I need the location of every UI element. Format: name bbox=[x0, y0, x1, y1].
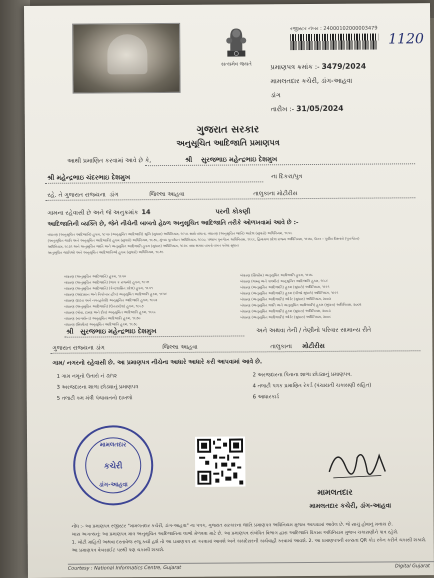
document-item: 3 અરજદારના શાળા છોડ્યાનું પ્રમાણપત્ર bbox=[56, 384, 139, 391]
legal-line: (અનુસૂચિત જાતિ અને અનુસૂચિત આદિજાતિ) હુકમ (સુધારો) અધિનિયમ, ૧૯૭૬, મુંબઇ પુનર્ગઠન અધિનિયમ, ૧૯૬૦, પંજાબ પુનર્ગઠન અધિનિયમ, ૧૯૬૬, હિમાચલ પ્રદેશ રાજ્ય અધિનિયમ, ૧૯૭૦, ઉત્તર - પૂર્વીય વિસ્તારો (પુનર્ગઠન) bbox=[47, 236, 360, 243]
order-item: બંધારણ (અનુસૂચિત આદિજાતિ) (કેન્દ્રશાસિત પ્રદેશ) હુકમ, ૧૯૫૧ bbox=[63, 286, 153, 291]
date-label: તારીખ :- bbox=[270, 105, 295, 114]
cert-date: 31/05/2024 bbox=[296, 103, 344, 114]
stamp-middle: કચેરી bbox=[103, 461, 123, 471]
note-line: આ પ્રમાણપત્ર વેબસાઈટ પરથી પણ ચકાસી શકાશે. bbox=[71, 548, 165, 554]
order-item: બંધારણ (અનુસૂચિત આદિજાતિ) હુકમ (બીજો સુધારો) અધિનિયમ, ૧૯૯૧ bbox=[239, 290, 339, 296]
orders-list-left bbox=[64, 273, 168, 328]
order-item: બંધારણ (જમ્મુ અને કાશ્મીર) અનુસૂચિત આદિજાતિ હુકમ, ૧૯૮૯ bbox=[239, 278, 329, 284]
cert-intro: આથી પ્રમાણિત કરવામાં આવે છે કે, bbox=[67, 157, 152, 165]
residence-state: ગુજરાત રાજ્યના ડાંગ bbox=[52, 344, 105, 352]
order-item: બંધારણ (અનુસૂચિત જાતિ અને અનુસૂચિત આદિજાતિ) હુકમ (સુધારા) અધિનિયમ, ૨૦૦૨ bbox=[240, 302, 362, 308]
list-label: ગામના રહેવાસી છે અને જે અનુક્રમાંક bbox=[47, 209, 139, 217]
documents-list-left bbox=[57, 371, 139, 405]
certificate-title: અનુસૂચિત આદિજાતિ પ્રમાણપત્ર bbox=[176, 138, 280, 148]
village-text: ગામ/ નગરનો રહેવાસી છે. આ પ્રમાણપત્ર નીચેના આધારે આધારે કરી આપવામાં આવે છે. bbox=[52, 358, 263, 367]
footer-brand: Digital Gujarat bbox=[395, 564, 430, 570]
stamp-bottom: ડાંગ-આહવા bbox=[98, 481, 128, 489]
legal-line: અધિનિયમ, ૧૯૭૧ અને અનુસૂચિત જાતિ અને અનુસૂચિત આદિજાતિ હુકમ (સુધારા) અધિનિયમ, ૧૯૭૬ તથા સમય વખતો વખત કરેલા સુધારા bbox=[47, 243, 239, 249]
list-number: 14 bbox=[141, 208, 151, 217]
residence-taluka-label: તાલુકાના bbox=[270, 343, 293, 351]
parent-name: શ્રી મહેન્દ્રભાઇ ચંદરભાઇ દેશમુખ bbox=[47, 173, 131, 182]
order-item: બંધારણ (ગોવા, દમણ અને દીવ) અનુસૂચિત આદિજાતિ હુકમ, ૧૯૬૮ bbox=[64, 310, 156, 315]
note-line: નોંધ :- આ પ્રમાણપત્ર રજીસ્ટર "મામલતદાર કચેરી, ડાંગ-આહવા" ના પત્રક, ગુજરાત સરકારના જાતિ પ્રમાણપત્ર અધિનિયમ મુજબ આપવામાં આવેલ છે. જે સાચું હોવાનું મનાય છે. bbox=[71, 522, 393, 530]
document-item: 5 તલાટી કમ મંત્રી પંચાયતનો દાખલો bbox=[56, 395, 133, 402]
document-item: 1 ગામ નમૂનો ઉતારો નં ૭/૧૨ bbox=[56, 373, 117, 380]
district-label: ડાંગ bbox=[109, 191, 119, 199]
document-item: 6 આધારકાર્ડ bbox=[252, 394, 280, 401]
page-title: ગુજરાત સરકાર bbox=[196, 124, 260, 136]
residence-district: જિલ્લા આહવા bbox=[162, 343, 198, 352]
handwritten-number: 1120 bbox=[388, 31, 424, 48]
residence-name: સુરજભાઇ મહેન્દ્રભાઇ દેશમુખ bbox=[80, 327, 157, 336]
residence-suffix: અને અથવા તેની / તેણીનો પરિવાર સામાન્ય રીતે bbox=[256, 326, 372, 335]
residence-state-underline bbox=[50, 350, 420, 354]
legal-text bbox=[48, 229, 418, 256]
legal-line: બંધારણ (અનુસૂચિત આદિજાતિ) હુકમ, ૧૯૫૦ (અનુસૂચિત આદિજાતિ) સૂચિ (સુધારા) અધિનિયમ, ૧૯૫૬ સાથે વાંચતા, બંધારણ (અનુસૂચિત જાતિ) આદેશ (સુધારો) અધિનિયમ, ૧૯૫૬ bbox=[47, 231, 293, 237]
cert-no: 3479/2024 bbox=[321, 61, 367, 71]
certificate-meta bbox=[270, 60, 366, 117]
qr-code bbox=[195, 436, 245, 486]
order-item: બંધારણ (અનુસૂચિત આદિજાતિ) ઓર્ડર (સુધારા) અધિનિયમ, ૨૦૦૨ bbox=[240, 296, 331, 302]
note-line: ખાસ અગત્યનું: આ પ્રમાણપત્ર માત્ર અનુસૂચિત આદિજાતિના લાભો મેળવવા માટે છે. આ પ્રમાણપત્ર સંબંધિત વિભાગ દ્વારા આદિજાતિ વિકાસ અધિનિયમ મુજબ ચકાસણીને પાત્ર રહેશે. bbox=[71, 530, 399, 538]
barcode bbox=[290, 34, 378, 51]
residence-name-underline bbox=[64, 335, 244, 337]
parent-underline bbox=[45, 181, 263, 184]
document-item: 2 અરજદારના પિતાના શાળા છોડ્યાનું પ્રમાણપત્ર. bbox=[252, 371, 352, 379]
tribe-text: આદિજાતિની વ્યક્તિ છે, જેને નીચેની બાબતો હેઠળ અનુસૂચિત આદિજાતિ તરીકે ઓળખવામાં આવે છે :- bbox=[47, 219, 299, 228]
applicant-photo bbox=[72, 23, 180, 94]
relation: ના દિકરા/પુત્ર bbox=[271, 173, 303, 181]
order-item: બંધારણ (અનુસૂચિત આદિજાતિ) હુકમ (સુધારા) અધિનિયમ, ૨૦૦૩ bbox=[240, 308, 331, 314]
taluka-field: તાલુકાના મોટીરીસ bbox=[253, 190, 298, 198]
office-name: મામલતદાર કચેરી, ડાંગ-આહવા bbox=[270, 76, 353, 86]
applicant-prefix: શ્રી bbox=[185, 155, 193, 164]
stamp-top: મામલતદાર bbox=[99, 441, 127, 449]
order-item: બંધારણ (દાદરા અને નગરહવેલી) અનુસૂચિત આદિજાતિ હુકમ, ૧૯૬૨ bbox=[64, 298, 158, 303]
residence-label: રહે. તે ગુજરાત રાજ્યના bbox=[47, 191, 106, 199]
signatory-title: મામલતદાર bbox=[317, 487, 353, 497]
order-item: બંધારણ (આંદામાન અને નિકોબાર દ્વીપ) અનુસૂચિત આદિજાતિ હુકમ, ૧૯૫૯ bbox=[64, 292, 168, 297]
order-item: બંધારણ (નાગાલેન્ડ) અનુસૂચિત આદિજાતિ હુકમ, ૧૯૭૦ bbox=[64, 316, 141, 321]
order-item: બંધારણ (સિક્કીમ) અનુસૂચિત આદિજાતિ હુકમ, ૧૯૭૮ bbox=[64, 322, 138, 327]
order-item: બંધારણ (સિક્કીમ) અનુસૂચિત આદિજાતિ હુકમ, ૧૯૭૮ bbox=[239, 272, 314, 278]
signatory-office: મામલતદાર કચેરી, ડાંગ-આહવા bbox=[309, 501, 392, 511]
district-name: ડાંગ bbox=[270, 91, 281, 100]
certificate-document bbox=[24, 3, 434, 578]
order-item: બંધારણ (અનુસૂચિત આદિજાતિ) હુકમ, ૧૯૫૦ bbox=[63, 274, 127, 279]
office-stamp bbox=[73, 425, 154, 506]
residence-prefix: શ્રી bbox=[66, 327, 74, 336]
order-item: બંધારણ (અનુસૂચિત આદિજાતિ) હુકમ (સુધારો) અધિનિયમ, ૧૯૯૧ bbox=[239, 284, 330, 290]
emblem-caption: સત્યમેવ જયતે bbox=[221, 61, 252, 68]
signature bbox=[323, 441, 393, 489]
ashoka-emblem bbox=[216, 22, 256, 72]
documents-list-right bbox=[253, 370, 372, 404]
residence-taluka: મોટીરીસ bbox=[302, 341, 325, 351]
order-item: બંધારણ (અનુસૂચિત આદિજાતિ) (ઉત્તરપ્રદેશ) હુકમ, ૧૯૬૭ bbox=[64, 304, 144, 309]
cert-no-label: પ્રમાણપત્ર ક્રમાંક :- bbox=[270, 62, 320, 72]
footer bbox=[68, 561, 434, 572]
order-item: બંધારણ (અનુસૂચિત આદિજાતિ) (ભાગ ક રાજ્યો) હુકમ, ૧૯૫૧ bbox=[63, 280, 150, 285]
orders-list-right bbox=[240, 272, 362, 321]
tribe-name: પરની કોકણી bbox=[215, 207, 251, 216]
applicant-name: સુરજભાઇ મહેન્દ્રભાઇ દેશમુખ bbox=[201, 155, 278, 164]
footer-courtesy: Courtesy : National Informatics Centre, Gujarat bbox=[67, 565, 182, 572]
legal-line: અનુસૂચિત જાતિઓ અને અનુસૂચિત આદિજાતિઓ હુકમ (સુધારો) અધિનિયમ, ૧૯૭૬ bbox=[47, 250, 164, 255]
district-field: જિલ્લા આહવા bbox=[149, 190, 185, 199]
document-item: 4 તલાટી પત્રક પ્રમાણિત રેકર્ડ (પંચાયતી ચકાસણી સહિત) bbox=[252, 382, 372, 390]
order-item: બંધારણ (અનુસૂચિત આદિજાતિ) ઓર્ડર (સુધારા) અધિનિયમ, ૨૦૦૬ bbox=[240, 314, 332, 320]
notes-section bbox=[72, 521, 434, 556]
note-line: 1. ખોટી માહિતી અથવા દસ્તાવેજ રજૂ કર્યા હશે તો આ પ્રમાણપત્ર રદ કરવામાં આવશે અને કાયદેસરની કાર્યવાહી કરવામાં આવશે. 2. આ પ્રમાણપત્રની સત્યતા QR કોડ સ્કેન કરીને ચકાસી શકાશે. bbox=[71, 538, 427, 546]
barcode-number: રજીસ્ટર નંબર : 24000102000003479 bbox=[290, 25, 378, 33]
